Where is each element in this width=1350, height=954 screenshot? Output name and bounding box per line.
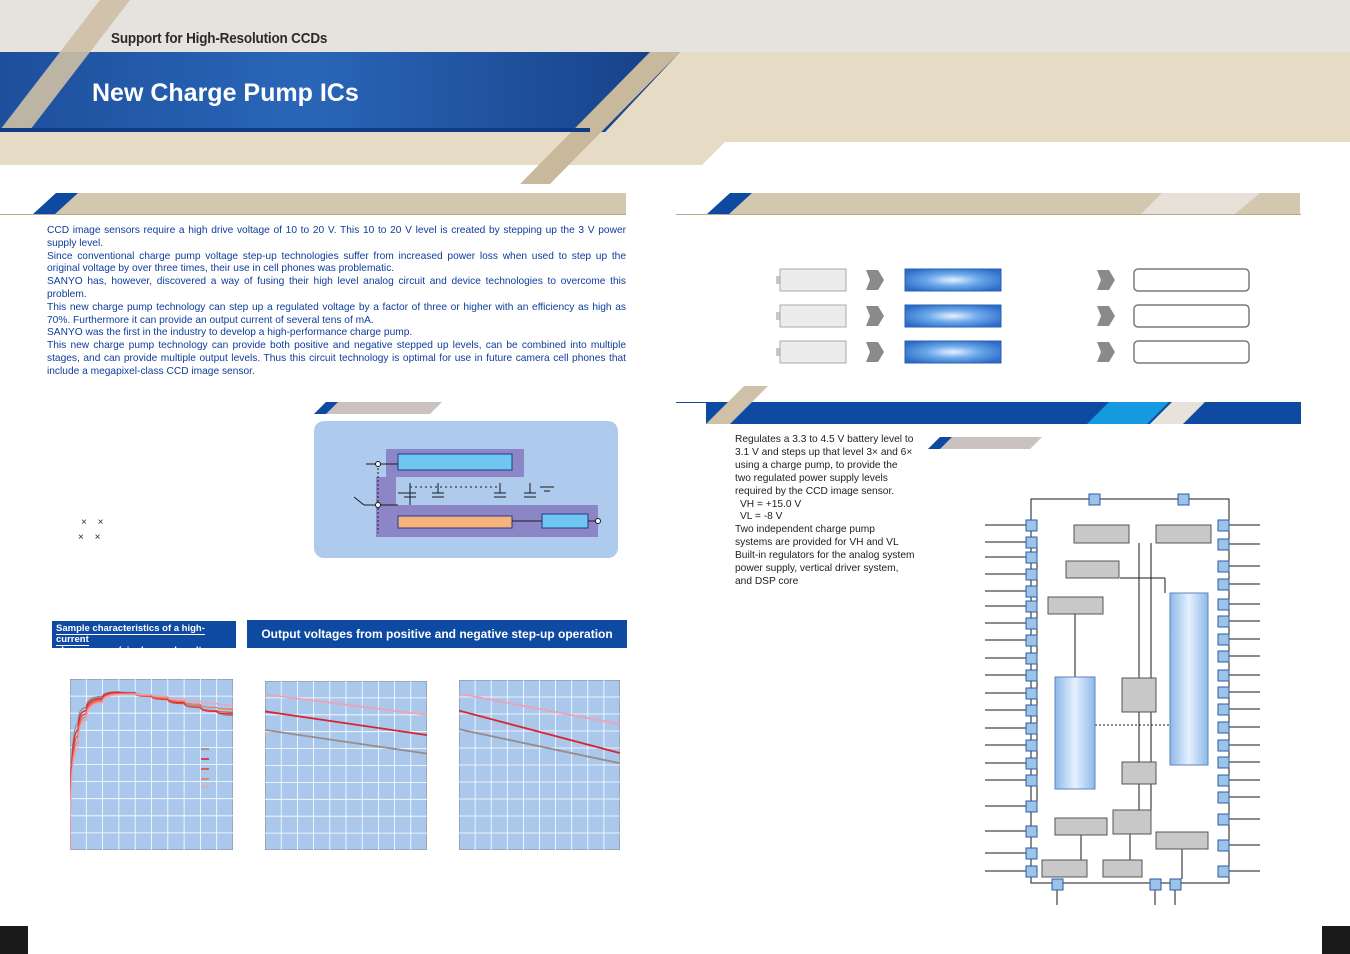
- ic-pin: [1026, 866, 1037, 877]
- ic-pin: [1026, 586, 1037, 597]
- ic-pin: [1218, 616, 1229, 627]
- section-bar-blue: [706, 402, 1301, 424]
- multiplier-line-2: × ×: [78, 532, 101, 543]
- ic-block: [1122, 762, 1156, 784]
- ic-pin: [1026, 688, 1037, 699]
- chart-positive-output: [265, 681, 427, 850]
- chart-caption-efficiency: [52, 621, 236, 667]
- ic-pin: [1218, 704, 1229, 715]
- header-white-cut: [695, 142, 1350, 172]
- ic-vertical-driver-column: [1055, 677, 1095, 789]
- flow-row: [776, 341, 1249, 363]
- ic-control-column: [1170, 593, 1208, 765]
- chart-caption-output-voltages: Output voltages from positive and negative step-up operation: [247, 620, 627, 648]
- ic-pin: [1218, 866, 1229, 877]
- page-marker-right: [1322, 926, 1350, 954]
- ic-pin: [1026, 723, 1037, 734]
- paragraph: This new charge pump technology can provide both positive and negative stepped up levels, can be combined into multiple stages, and can provide multiple output levels. Thus this circuit technology is optimal for use in future camera cell phones that include a megapixel-class CCD image sensor.: [47, 340, 626, 377]
- chart-efficiency: [70, 679, 233, 850]
- ic-pin: [1218, 722, 1229, 733]
- ic-block: [1042, 860, 1087, 877]
- circuit-oscillator: [398, 454, 512, 470]
- caption-value: 3: [70, 656, 76, 667]
- ic-pin: [1026, 653, 1037, 664]
- paragraph: SANYO has, however, discovered a way of fusing their high level analog circuit and device technologies to overcome this problem.: [47, 276, 626, 300]
- ic-pin: [1026, 618, 1037, 629]
- ic-block: [1156, 832, 1208, 849]
- circuit-regulator: [542, 514, 588, 528]
- ic-pin: [1150, 879, 1161, 890]
- paragraph: SANYO was the first in the industry to develop a high-performance charge pump.: [47, 327, 413, 339]
- ic-pin: [1218, 634, 1229, 645]
- ic-pin: [1052, 879, 1063, 890]
- ic-pin: [1218, 740, 1229, 751]
- ic-pin: [1026, 740, 1037, 751]
- ic-pin: [1218, 561, 1229, 572]
- paragraph: Since conventional charge pump voltage step-up technologies suffer from increased power loss when used to step up the original voltage by over three times, their use in cell phones was problematic.: [47, 250, 626, 275]
- ic-pin: [1026, 801, 1037, 812]
- ic-pin: [1218, 757, 1229, 768]
- ic-pin: [1026, 826, 1037, 837]
- circuit-switch-array: [398, 516, 512, 528]
- paragraph: This new charge pump technology can step up a regulated voltage by a factor of three or higher with an efficiency as high as 70%. Furthermore it can provide an output current of several tens of mA.: [47, 301, 626, 326]
- ic-block: [1048, 597, 1103, 614]
- ic-pin: [1026, 705, 1037, 716]
- ic-pin: [1218, 539, 1229, 550]
- multiplier-line-1: × ×: [81, 517, 104, 528]
- ic-block: [1113, 810, 1151, 834]
- ic-pin: [1218, 579, 1229, 590]
- body-text: [47, 225, 626, 379]
- ic-block: [1055, 818, 1107, 835]
- flow-row: [776, 269, 1249, 291]
- page-title: New Charge Pump ICs: [92, 79, 359, 107]
- ic-pin: [1026, 569, 1037, 580]
- caption-line-2: charge pump (single supply voltage: [56, 645, 219, 656]
- ic-block: [1074, 525, 1129, 543]
- description-line: Built-in regulators for the analog system power supply, vertical driver system, and DSP core: [735, 550, 915, 587]
- ic-pin: [1026, 635, 1037, 646]
- ic-block: [1156, 525, 1211, 543]
- ic-block-diagram: [965, 485, 1285, 915]
- caption-close: ): [83, 656, 88, 667]
- charge-pump-circuit-diagram: [314, 421, 618, 558]
- description-vl: VL = -8 V: [740, 511, 783, 523]
- section-bar-left: [32, 193, 626, 215]
- ic-pin: [1218, 687, 1229, 698]
- ic-pin: [1170, 879, 1181, 890]
- chart-negative-output: [459, 680, 620, 850]
- page-kicker: Support for High-Resolution CCDs: [111, 30, 328, 47]
- ic-pin: [1026, 758, 1037, 769]
- header-blue-line: [0, 128, 590, 132]
- paragraph: CCD image sensors require a high drive voltage of 10 to 20 V. This 10 to 20 V level is created by stepping up the 3 V power supply level.: [47, 225, 626, 249]
- page-marker-left: [0, 926, 28, 954]
- ic-pin: [1026, 520, 1037, 531]
- ic-block: [1103, 860, 1142, 877]
- caption-line-1: Sample characteristics of a high-current: [56, 623, 205, 645]
- ic-pin: [1178, 494, 1189, 505]
- block-flow-diagram: [770, 262, 1260, 374]
- ic-pin: [1026, 848, 1037, 859]
- ic-pin: [1026, 552, 1037, 563]
- ic-block: [1066, 561, 1119, 578]
- description-line: Two independent charge pump systems are provided for VH and VL: [735, 524, 899, 549]
- ic-pin: [1026, 601, 1037, 612]
- description-line: Regulates a 3.3 to 4.5 V battery level to 3.1 V and steps up that level 3× and 6× using a charge pump, to provide the two regulated power supply levels required by the CCD image sensor.: [735, 434, 914, 497]
- ic-pin: [1026, 670, 1037, 681]
- circuit-panel: [314, 421, 618, 558]
- ic-pin: [1218, 775, 1229, 786]
- ic-pin: [1218, 814, 1229, 825]
- ic-pin: [1218, 840, 1229, 851]
- ic-block: [1122, 678, 1156, 712]
- description-vh: VH = +15.0 V: [740, 498, 802, 510]
- ic-pin: [1218, 599, 1229, 610]
- ic-pin: [1218, 520, 1229, 531]
- flow-row: [776, 305, 1249, 327]
- section-bar-right-rule: [676, 214, 1301, 215]
- ic-description: [735, 434, 915, 589]
- ic-pin: [1218, 792, 1229, 803]
- ic-pin: [1218, 670, 1229, 681]
- ic-pin: [1089, 494, 1100, 505]
- ic-pin: [1218, 651, 1229, 662]
- section-bar-left-rule: [0, 214, 626, 215]
- ic-pin: [1026, 775, 1037, 786]
- ic-pin: [1026, 537, 1037, 548]
